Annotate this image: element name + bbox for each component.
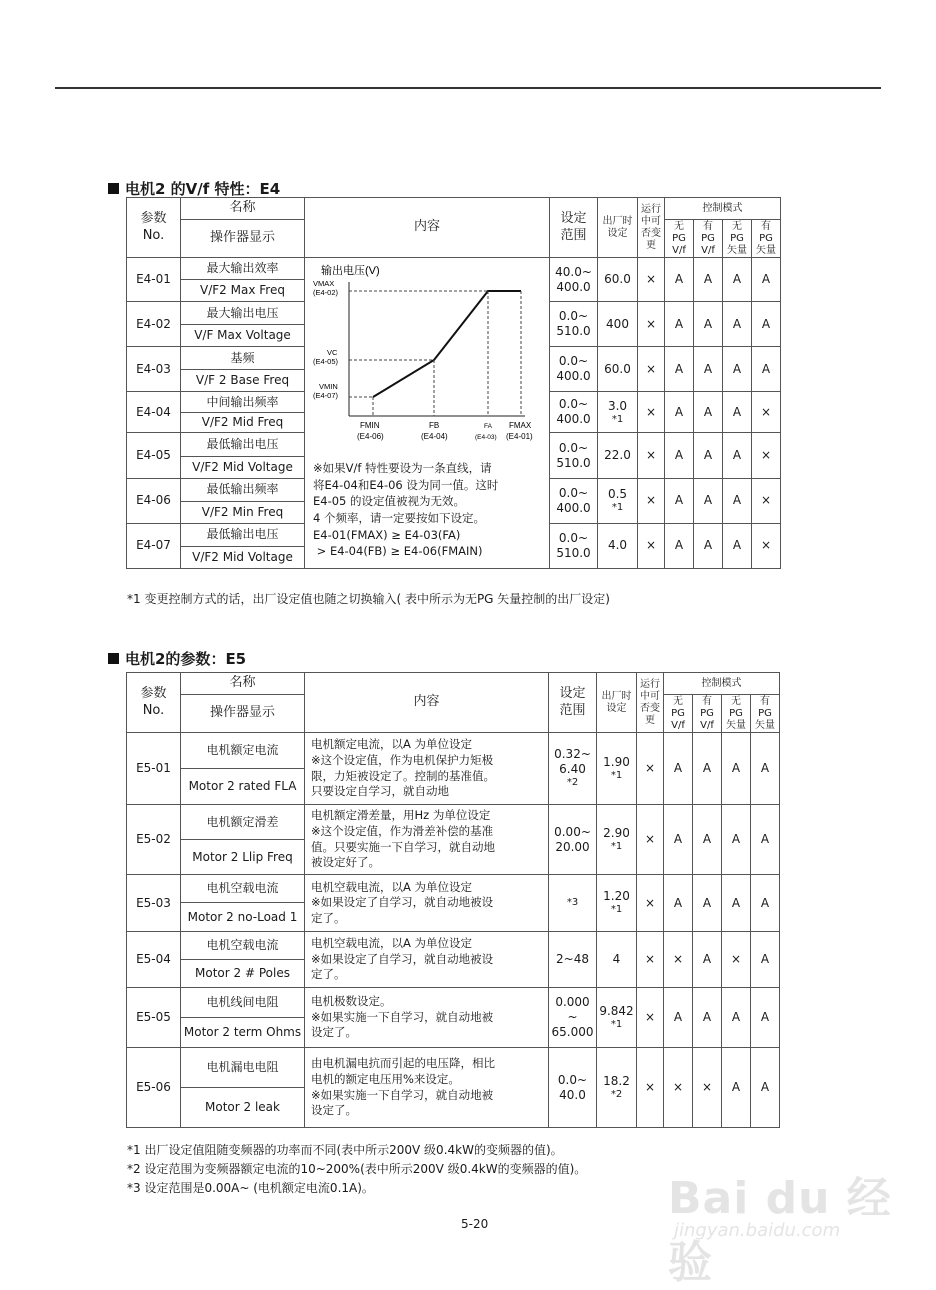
e4-02-name: 最大输出电压 <box>181 302 305 325</box>
e5-04-mode1: × <box>664 932 693 988</box>
e4-02-mode2: A <box>694 302 723 347</box>
content-header: 内容 <box>305 198 550 258</box>
top-rule <box>55 87 881 89</box>
e4-04-mode2: A <box>694 392 723 433</box>
e5-06-mode4: A <box>751 1048 780 1128</box>
mode-header-1: 无 PG V/f <box>665 220 694 258</box>
vf-graph <box>305 258 549 568</box>
e4-02-mode1: A <box>665 302 694 347</box>
e4-07-factory: 4.0 <box>598 523 638 568</box>
e5-05-content: 电机极数设定。 ※如果实施一下自学习，就自动地被 设定了。 <box>305 988 549 1048</box>
e5-05-factory: 9.842 *1 <box>597 988 637 1048</box>
e5-mode-header-4: 有 PG 矢量 <box>751 695 780 733</box>
e5-04-range: 2~48 <box>549 932 597 988</box>
section2-title <box>108 648 246 669</box>
e4-05-no: E4-05 <box>127 433 181 478</box>
e4-03-name: 基频 <box>181 347 305 370</box>
e4-03-run: × <box>638 347 665 392</box>
e4-04-display: V/F2 Mid Freq <box>181 413 305 433</box>
e4-01-no: E4-01 <box>127 258 181 302</box>
section2-footnotes <box>127 1141 586 1199</box>
e5-02-name: 电机额定滑差 <box>181 805 305 840</box>
e5-display-header: 操作器显示 <box>181 695 305 733</box>
graph-ylabel: 输出电压(V) <box>321 265 380 277</box>
vf-curve-line <box>373 291 521 397</box>
e4-02-mode3: A <box>723 302 752 347</box>
e4-01-mode4: A <box>752 258 781 302</box>
e4-01-mode1: A <box>665 258 694 302</box>
fmin-code: (E4-06) <box>357 432 384 441</box>
range-header: 设定 范围 <box>550 198 598 258</box>
e4-06-mode4: × <box>752 478 781 523</box>
e5-03-display: Motor 2 no-Load 1 <box>181 903 305 932</box>
e5-03-run: × <box>637 875 664 932</box>
e4-04-mode3: A <box>723 392 752 433</box>
e4-07-mode3: A <box>723 523 752 568</box>
e5-06-content: 由电机漏电抗而引起的电压降，相比 电机的额定电压用%来设定。 ※如果实施一下自学习，就自动地被 设定了。 <box>305 1048 549 1128</box>
e5-02-range: 0.00~ 20.00 <box>549 805 597 875</box>
e5-05-run: × <box>637 988 664 1048</box>
e5-04-mode4: A <box>751 932 780 988</box>
e4-02-run: × <box>638 302 665 347</box>
e4-02-range: 0.0~ 510.0 <box>550 302 598 347</box>
mode-header-4: 有 PG 矢量 <box>752 220 781 258</box>
e4-01-display: V/F2 Max Freq <box>181 280 305 302</box>
e5-05-display: Motor 2 term Ohms <box>181 1018 305 1048</box>
e5-05-mode4: A <box>751 988 780 1048</box>
e4-07-mode2: A <box>694 523 723 568</box>
e5-01-mode1: A <box>664 733 693 805</box>
e5-05-no: E5-05 <box>127 988 181 1048</box>
mode-header-2: 有 PG V/f <box>694 220 723 258</box>
e4-06-mode2: A <box>694 478 723 523</box>
name-header: 名称 <box>181 198 305 220</box>
e4-07-run: × <box>638 523 665 568</box>
e5-content-header: 内容 <box>305 673 549 733</box>
vmax-code: (E4-02) <box>313 288 339 297</box>
e5-05-range: 0.000 ~ 65.000 <box>549 988 597 1048</box>
e4-07-name: 最低输出电压 <box>181 523 305 546</box>
e4-06-mode3: A <box>723 478 752 523</box>
e5-02-run: × <box>637 805 664 875</box>
e4-05-run: × <box>638 433 665 478</box>
e4-06-name: 最低输出频率 <box>181 478 305 501</box>
e5-01-mode3: A <box>722 733 751 805</box>
baidu-watermark <box>668 1150 898 1288</box>
e5-01-content: 电机额定电流，以A 为单位设定 ※这个设定值，作为电机保护力矩极 限，力矩被设定了。控制的基准值。 只要设定自学习，就自动地 <box>305 733 549 805</box>
e4-04-range: 0.0~ 400.0 <box>550 392 598 433</box>
running-header: 运行 中可 否变 更 <box>638 198 665 258</box>
e5-02-content: 电机额定滑差量，用Hz 为单位设定 ※这个设定值，作为滑差补偿的基准 值。只要实施一下自学习，就自动地 被设定好了。 <box>305 805 549 875</box>
e4-07-display: V/F2 Mid Voltage <box>181 547 305 569</box>
e4-04-name: 中间输出频率 <box>181 392 305 413</box>
fa-label: FA <box>484 423 492 430</box>
e5-02-mode1: A <box>664 805 693 875</box>
e5-06-display: Motor 2 leak <box>181 1088 305 1128</box>
e4-04-run: × <box>638 392 665 433</box>
e5-04-display: Motor 2 # Poles <box>181 960 305 988</box>
e5-mode-header-2: 有 PG V/f <box>693 695 722 733</box>
e4-05-mode1: A <box>665 433 694 478</box>
e5-02-mode3: A <box>722 805 751 875</box>
e4-01-run: × <box>638 258 665 302</box>
e4-05-mode4: × <box>752 433 781 478</box>
e5-name-header: 名称 <box>181 673 305 695</box>
e4-06-range: 0.0~ 400.0 <box>550 478 598 523</box>
vmin-label: VMIN <box>319 382 338 391</box>
vc-label: VC <box>327 348 338 357</box>
vc-code: (E4-05) <box>313 357 339 366</box>
e5-06-run: × <box>637 1048 664 1128</box>
e5-06-mode3: A <box>722 1048 751 1128</box>
control-mode-header: 控制模式 <box>665 198 781 220</box>
fb-code: (E4-04) <box>421 432 448 441</box>
e5-05-mode1: A <box>664 988 693 1048</box>
e5-03-mode3: A <box>722 875 751 932</box>
e5-running-header: 运行 中可 否变 更 <box>637 673 664 733</box>
footnote-3: *3 设定范围是0.00A~ (电机额定电流0.1A)。 <box>127 1181 374 1196</box>
e4-04-mode4: × <box>752 392 781 433</box>
e4-01-mode2: A <box>694 258 723 302</box>
e4-01-mode3: A <box>723 258 752 302</box>
e5-06-range: 0.0~ 40.0 <box>549 1048 597 1128</box>
e4-04-no: E4-04 <box>127 392 181 433</box>
e4-03-factory: 60.0 <box>598 347 638 392</box>
page-number: 5-20 <box>461 1217 489 1231</box>
section1-title <box>108 178 280 199</box>
watermark-url: jingyan.baidu.com <box>674 1220 841 1241</box>
e5-05-mode3: A <box>722 988 751 1048</box>
e4-03-range: 0.0~ 400.0 <box>550 347 598 392</box>
e4-06-mode1: A <box>665 478 694 523</box>
e5-06-mode2: × <box>693 1048 722 1128</box>
e4-03-no: E4-03 <box>127 347 181 392</box>
e5-02-factory: 2.90 *1 <box>597 805 637 875</box>
e4-01-range: 40.0~ 400.0 <box>550 258 598 302</box>
factory-header: 出厂时 设定 <box>598 198 638 258</box>
e5-range-header: 设定 范围 <box>549 673 597 733</box>
fmin-label: FMIN <box>360 421 380 430</box>
e5-param-header: 参数 No. <box>127 673 181 733</box>
e4-06-no: E4-06 <box>127 478 181 523</box>
e5-01-factory: 1.90 *1 <box>597 733 637 805</box>
e5-03-name: 电机空载电流 <box>181 875 305 903</box>
fmax-code: (E4-01) <box>506 432 533 441</box>
e5-05-name: 电机线间电阻 <box>181 988 305 1018</box>
e4-05-mode2: A <box>694 433 723 478</box>
e5-mode-header-1: 无 PG V/f <box>664 695 693 733</box>
param-header: 参数 No. <box>127 198 181 258</box>
e4-05-display: V/F2 Mid Voltage <box>181 456 305 478</box>
e4-04-factory: 3.0 *1 <box>598 392 638 433</box>
e5-01-range: 0.32~ 6.40 *2 <box>549 733 597 805</box>
e5-04-name: 电机空载电流 <box>181 932 305 960</box>
e5-01-run: × <box>637 733 664 805</box>
e4-03-display: V/F 2 Base Freq <box>181 370 305 392</box>
e5-06-name: 电机漏电电阻 <box>181 1048 305 1088</box>
footnote-2: *2 设定范围为变频器额定电流的10~200%(表中所示200V 级0.4kW的变频器的值)。 <box>127 1162 587 1177</box>
e5-06-no: E5-06 <box>127 1048 181 1128</box>
e4-06-display: V/F2 Min Freq <box>181 501 305 523</box>
square-bullet-icon <box>108 653 119 664</box>
e5-04-no: E5-04 <box>127 932 181 988</box>
e5-01-name: 电机额定电流 <box>181 733 305 769</box>
section1-title-text: 电机2 的V/f 特性：E4 <box>125 180 281 198</box>
e5-02-mode2: A <box>693 805 722 875</box>
square-bullet-icon <box>108 183 119 194</box>
e5-01-no: E5-01 <box>127 733 181 805</box>
watermark-brand: Bai du 经验 <box>668 1173 892 1288</box>
e5-table <box>126 672 780 1128</box>
e5-03-no: E5-03 <box>127 875 181 932</box>
e4-07-range: 0.0~ 510.0 <box>550 523 598 568</box>
vf-curve-chart <box>305 258 549 458</box>
e4-03-mode3: A <box>723 347 752 392</box>
e4-07-mode1: A <box>665 523 694 568</box>
e5-01-display: Motor 2 rated FLA <box>181 769 305 805</box>
e5-04-mode3: × <box>722 932 751 988</box>
e4-02-factory: 400 <box>598 302 638 347</box>
e5-01-mode2: A <box>693 733 722 805</box>
e4-01-name: 最大输出效率 <box>181 258 305 280</box>
e4-06-factory: 0.5 *1 <box>598 478 638 523</box>
mode-header-3: 无 PG 矢量 <box>723 220 752 258</box>
fa-code: (E4-03) <box>475 434 497 441</box>
e5-control-mode-header: 控制模式 <box>664 673 780 695</box>
e4-01-factory: 60.0 <box>598 258 638 302</box>
e4-03-mode4: A <box>752 347 781 392</box>
e5-02-display: Motor 2 Llip Freq <box>181 840 305 875</box>
e5-04-mode2: A <box>693 932 722 988</box>
e5-mode-header-3: 无 PG 矢量 <box>722 695 751 733</box>
e5-06-factory: 18.2 *2 <box>597 1048 637 1128</box>
e5-05-mode2: A <box>693 988 722 1048</box>
vmin-code: (E4-07) <box>313 391 339 400</box>
e4-02-mode4: A <box>752 302 781 347</box>
display-header: 操作器显示 <box>181 220 305 258</box>
vf-graph-cell <box>305 258 550 569</box>
e5-01-mode4: A <box>751 733 780 805</box>
e5-02-mode4: A <box>751 805 780 875</box>
e5-04-factory: 4 <box>597 932 637 988</box>
e5-03-mode2: A <box>693 875 722 932</box>
e4-07-mode4: × <box>752 523 781 568</box>
e5-03-range: *3 <box>549 875 597 932</box>
e5-03-factory: 1.20 *1 <box>597 875 637 932</box>
e4-02-no: E4-02 <box>127 302 181 347</box>
e4-02-display: V/F Max Voltage <box>181 325 305 347</box>
e5-04-run: × <box>637 932 664 988</box>
e4-04-mode1: A <box>665 392 694 433</box>
e4-05-name: 最低输出电压 <box>181 433 305 456</box>
section1-footnote: *1 变更控制方式的话，出厂设定值也随之切换输入( 表中所示为无PG 矢量控制的出厂设定) <box>127 592 610 606</box>
footnote-1: *1 出厂设定值阻随变频器的功率而不同(表中所示200V 级0.4kW的变频器的值)。 <box>127 1143 563 1157</box>
e4-table <box>126 197 781 569</box>
vf-graph-note: ※如果V/f 特性要设为一条直线，请 将E4-04和E4-06 设为同一值。这时 E4-05 的设定值被视为无效。 4 个频率，请一定要按如下设定。 E4-01(FMAX) ≥ E4-03(FA) > E4-04(FB) ≥ E4-06(FMAIN) <box>313 461 499 559</box>
e5-factory-header: 出厂时 设定 <box>597 673 637 733</box>
e4-03-mode1: A <box>665 347 694 392</box>
e5-02-no: E5-02 <box>127 805 181 875</box>
fb-label: FB <box>429 421 440 430</box>
section2-title-text: 电机2的参数：E5 <box>125 650 247 668</box>
e4-07-no: E4-07 <box>127 523 181 568</box>
e5-03-content: 电机空载电流，以A 为单位设定 ※如果设定了自学习，就自动地被设 定了。 <box>305 875 549 932</box>
e5-03-mode1: A <box>664 875 693 932</box>
e4-05-mode3: A <box>723 433 752 478</box>
e5-06-mode1: × <box>664 1048 693 1128</box>
e4-05-range: 0.0~ 510.0 <box>550 433 598 478</box>
fmax-label: FMAX <box>509 421 532 430</box>
e4-03-mode2: A <box>694 347 723 392</box>
e4-05-factory: 22.0 <box>598 433 638 478</box>
vmax-label: VMAX <box>313 279 335 288</box>
e4-06-run: × <box>638 478 665 523</box>
e5-04-content: 电机空载电流，以A 为单位设定 ※如果设定了自学习，就自动地被设 定了。 <box>305 932 549 988</box>
e5-03-mode4: A <box>751 875 780 932</box>
